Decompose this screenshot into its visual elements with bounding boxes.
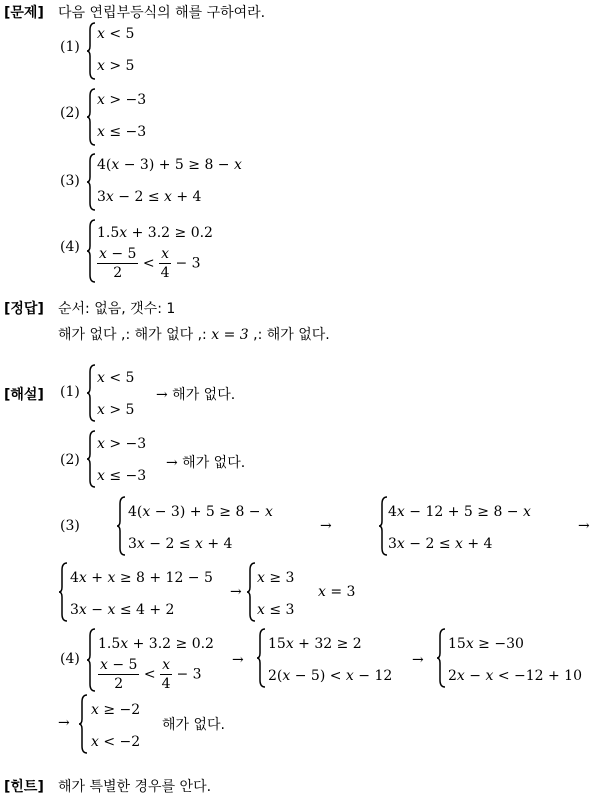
solution-3-system-c	[58, 562, 228, 624]
answer-line-1: 순서: 없음, 갯수: 1	[58, 301, 176, 317]
solution-1-number: (1)	[60, 384, 80, 400]
problem-1-ineq-2: x > 5	[97, 58, 135, 74]
brace-icon	[78, 694, 88, 754]
tail-term: − 3	[171, 255, 201, 272]
solution-2-ineq-2: x ≤ −3	[97, 468, 147, 484]
answer-part-c: ,: 해가 없다.	[248, 327, 330, 343]
solution-3d-ineq-1: x ≥ 3	[257, 570, 295, 586]
brace-icon	[86, 88, 96, 146]
brace-icon	[86, 153, 96, 211]
problem-1-number: (1)	[60, 39, 80, 55]
answer-line-2	[58, 324, 330, 344]
solution-4-system-c	[436, 628, 586, 690]
solution-3-result: x = 3	[318, 584, 356, 600]
less-than: <	[138, 255, 160, 272]
solution-4c-ineq-2: 2x − x < −12 + 10	[448, 668, 582, 684]
solution-4a-ineq-1: 1.5x + 3.2 ≥ 0.2	[98, 636, 214, 652]
brace-icon	[86, 430, 96, 488]
solution-4-arrow-2: →	[412, 652, 424, 668]
solution-3-arrow-1: →	[320, 518, 332, 534]
solution-4c-ineq-1: 15x ≥ −30	[448, 636, 524, 652]
problem-1-system	[86, 22, 246, 82]
brace-icon	[116, 496, 126, 556]
problem-1-ineq-1: x < 5	[97, 26, 135, 42]
fraction-numerator: x − 5	[100, 657, 138, 673]
problem-4-number: (4)	[60, 239, 80, 255]
solution-4d-ineq-1: x ≥ −2	[91, 702, 141, 718]
solution-4-arrow-1: →	[232, 652, 244, 668]
fraction-denominator: 2	[113, 265, 123, 281]
problem-2-ineq-2: x ≤ −3	[97, 124, 147, 140]
problem-2-ineq-1: x > −3	[97, 92, 147, 108]
brace-icon	[378, 496, 388, 556]
solution-4d-ineq-2: x < −2	[91, 734, 141, 750]
brace-icon	[86, 219, 96, 283]
solution-1-result: → 해가 없다.	[156, 387, 236, 403]
answer-label: [정답]	[4, 301, 44, 317]
solution-3-arrow-2: →	[578, 518, 590, 534]
solution-4-number: (4)	[60, 651, 80, 667]
problem-label: [문제]	[4, 5, 44, 21]
brace-icon	[256, 628, 266, 688]
solution-3-number: (3)	[60, 518, 80, 534]
problem-2-number: (2)	[60, 105, 80, 121]
solution-3c-ineq-2: 3x − x ≤ 4 + 2	[70, 602, 175, 618]
solution-4b-ineq-2: 2(x − 5) < x − 12	[268, 668, 393, 684]
solution-4-system-d	[78, 694, 158, 756]
hint-label: [힌트]	[4, 779, 44, 795]
solution-3-system-a	[116, 496, 306, 558]
solution-3b-ineq-2: 3x − 2 ≤ x + 4	[388, 536, 493, 552]
solution-3a-ineq-2: 3x − 2 ≤ x + 4	[128, 536, 233, 552]
problem-2-system	[86, 88, 246, 148]
answer-part-b: x = 3	[211, 327, 249, 343]
solution-2-result: → 해가 없다.	[166, 455, 246, 471]
brace-icon	[436, 628, 446, 688]
tail-term: − 3	[172, 666, 202, 683]
solution-3a-ineq-1: 4(x − 3) + 5 ≥ 8 − x	[128, 504, 273, 520]
solution-label: [해설]	[4, 387, 44, 403]
answer-part-a: 해가 없다 ,: 해가 없다 ,:	[58, 327, 212, 343]
solution-3b-ineq-1: 4x − 12 + 5 ≥ 8 − x	[388, 504, 531, 520]
problem-3-number: (3)	[60, 173, 80, 189]
solution-4-system-b	[256, 628, 406, 690]
fraction-numerator: x	[162, 657, 170, 673]
less-than: <	[139, 666, 161, 683]
brace-icon	[86, 364, 96, 422]
solution-4-result: 해가 없다.	[162, 717, 225, 733]
problem-3-system	[86, 153, 306, 213]
solution-1-ineq-1: x < 5	[97, 370, 135, 386]
fraction-denominator: 4	[161, 676, 171, 692]
solution-4-system-a	[86, 628, 246, 694]
fraction-numerator: x	[161, 246, 169, 262]
brace-icon	[86, 628, 96, 692]
problem-text: 다음 연립부등식의 해를 구하여라.	[58, 5, 266, 21]
solution-3-system-d	[246, 562, 316, 624]
hint-text: 해가 특별한 경우를 안다.	[58, 779, 212, 795]
fraction-numerator: x − 5	[99, 246, 137, 262]
problem-3-ineq-1: 4(x − 3) + 5 ≥ 8 − x	[97, 157, 242, 173]
solution-2-number: (2)	[60, 452, 80, 468]
problem-4-system	[86, 219, 306, 285]
solution-3-arrow-3: →	[230, 584, 242, 600]
solution-3-system-b	[378, 496, 558, 558]
solution-3d-ineq-2: x ≤ 3	[257, 602, 295, 618]
fraction-denominator: 4	[160, 265, 170, 281]
problem-4-ineq-1: 1.5x + 3.2 ≥ 0.2	[97, 225, 213, 241]
brace-icon	[86, 22, 96, 80]
solution-2-ineq-1: x > −3	[97, 436, 147, 452]
solution-4b-ineq-1: 15x + 32 ≥ 2	[268, 636, 362, 652]
brace-icon	[246, 562, 256, 622]
fraction-denominator: 2	[114, 676, 124, 692]
solution-4-arrow-3: →	[58, 715, 70, 731]
problem-3-ineq-2: 3x − 2 ≤ x + 4	[97, 189, 202, 205]
problem-4-ineq-2	[97, 247, 201, 280]
solution-3c-ineq-1: 4x + x ≥ 8 + 12 − 5	[70, 570, 213, 586]
solution-4a-ineq-2	[98, 658, 202, 691]
brace-icon	[58, 562, 68, 622]
solution-1-ineq-2: x > 5	[97, 402, 135, 418]
